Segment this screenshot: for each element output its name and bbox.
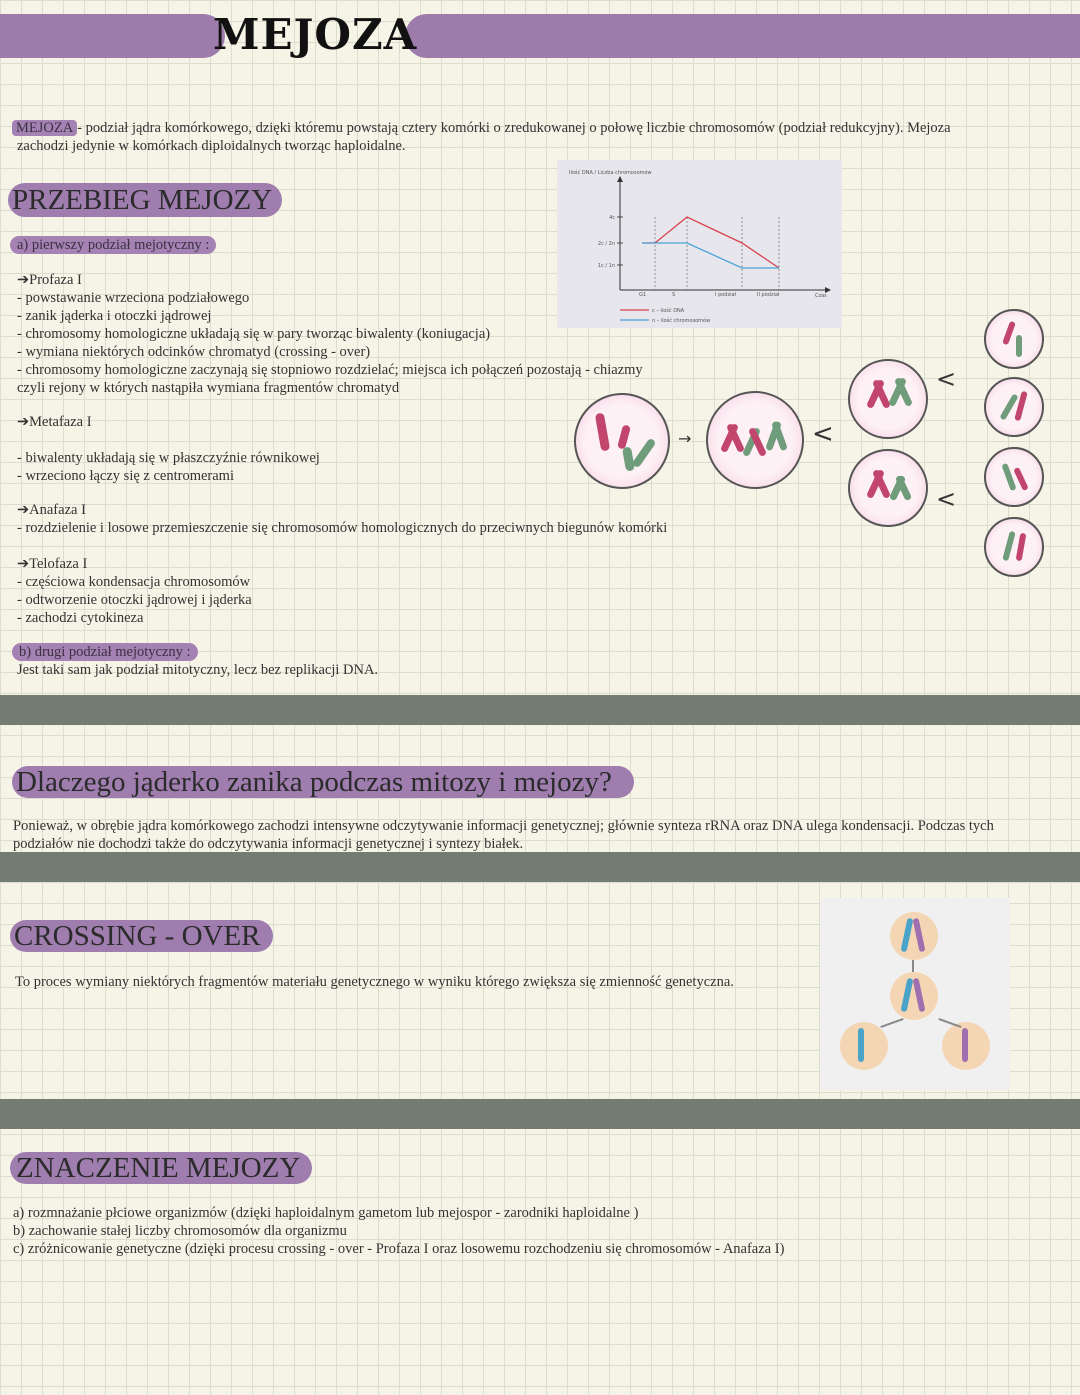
part-b-text: Jest taki sam jak podział mitotyczny, lecz bez replikacji DNA.: [17, 662, 379, 678]
split-arrow-icon: <: [812, 419, 834, 449]
chart-xlabel: Czas: [815, 293, 827, 299]
intro-line2: zachodzi jedynie w komórkach diploidalnych tworząc haploidalne.: [17, 138, 406, 154]
x-tick-label: G1: [639, 292, 647, 298]
y-tick-label: 1c / 1n: [597, 263, 615, 269]
telofaza-item: - częściowa kondensacja chromosomów: [17, 574, 251, 590]
dna-chart: [557, 160, 842, 328]
chart-ylabel: Ilość DNA / Liczba chromosomów: [569, 170, 652, 176]
profaza-item: czyli rejony w których nastąpiła wymiana fragmentów chromatyd: [17, 380, 400, 396]
arrow-icon: [912, 960, 914, 972]
profaza-item: - powstawanie wrzeciona podziałowego: [17, 290, 250, 306]
profaza-item: - chromosomy homologiczne układają się w pary tworząc biwalenty (koniugacja): [17, 326, 491, 342]
profaza-item: - zanik jąderka i otoczki jądrowej: [17, 308, 212, 324]
znaczenie-item: a) rozmnażanie płciowe organizmów (dzięki haploidalnym gametom lub mejospor - zarodniki haploidalne ): [13, 1205, 639, 1221]
legend-label: n – ilość chromosomów: [652, 318, 711, 324]
intro: [12, 119, 1052, 155]
metafaza-item: - biwalenty układają się w płaszczyźnie równikowej: [17, 450, 320, 466]
jaderko-text: [13, 817, 994, 853]
page-title: MEJOZA: [213, 10, 418, 59]
jaderko-line2: podziałów nie dochodzi także do odczytywania informacji genetycznej i syntezy białek.: [13, 836, 524, 852]
x-tick-label: I podział: [715, 292, 736, 298]
cell-daughter-2: [848, 449, 928, 527]
telofaza-item: - zachodzi cytokineza: [17, 610, 144, 626]
crossing-cell-left: [840, 1022, 888, 1070]
cell-daughter-1: [848, 359, 928, 439]
znaczenie-heading: ZNACZENIE MEJOZY: [10, 1152, 312, 1184]
title-bar-right: [405, 14, 1080, 58]
intro-line1: - podział jądra komórkowego, dzięki któremu powstają cztery komórki o zredukowanej o połowę liczbie chromosomów (podział redukcyjny). Mejoza: [77, 120, 951, 136]
przebieg-heading: PRZEBIEG MEJOZY: [8, 183, 282, 217]
znaczenie-item: b) zachowanie stałej liczby chromosomów dla organizmu: [13, 1223, 347, 1239]
split-arrow-icon: <: [936, 485, 957, 513]
cell-gamete-2: [984, 377, 1044, 437]
divider-band: [0, 695, 1080, 725]
cell-gamete-3: [984, 447, 1044, 507]
anafaza-title: ➔Anafaza I: [17, 502, 86, 518]
profaza-item: - wymiana niektórych odcinków chromatyd (crossing - over): [17, 344, 371, 360]
telofaza-title: ➔Telofaza I: [17, 556, 88, 572]
metafaza-title: ➔Metafaza I: [17, 414, 92, 430]
arrow-icon: [880, 1018, 903, 1028]
part-a-label: a) pierwszy podział mejotyczny :: [10, 236, 216, 254]
y-tick-label: 2c / 2n: [597, 241, 615, 247]
crossing-diagram: [820, 898, 1010, 1090]
title-bar-left: [0, 14, 225, 58]
crossing-heading: CROSSING - OVER: [10, 920, 273, 952]
part-b-label: b) drugi podział mejotyczny :: [12, 643, 198, 661]
cell-prophase: [706, 391, 804, 489]
telofaza-block: [17, 555, 252, 627]
metafaza-item: - wrzeciono łączy się z centromerami: [17, 468, 234, 484]
divider-band: [0, 852, 1080, 882]
x-tick-label: II podział: [757, 292, 780, 298]
divider-band: [0, 1099, 1080, 1129]
jaderko-heading: Dlaczego jąderko zanika podczas mitozy i mejozy?: [12, 766, 634, 798]
metafaza-block: [17, 413, 320, 485]
profaza-block: [17, 271, 643, 397]
cell-gamete-1: [984, 309, 1044, 369]
legend-label: c – ilość DNA: [652, 308, 685, 314]
znaczenie-list: [13, 1204, 784, 1258]
anafaza-item: - rozdzielenie i losowe przemieszczenie się chromosomów homologicznych do przeciwnych biegunów komórki: [17, 520, 668, 536]
znaczenie-item: c) zróżnicowanie genetyczne (dzięki procesu crossing - over - Profaza I oraz losowemu rozchodzeniu się chromosomów - Anafaza I): [13, 1241, 785, 1257]
meiosis-diagram: [570, 305, 1050, 585]
profaza-title: ➔Profaza I: [17, 272, 82, 288]
cell-gamete-4: [984, 517, 1044, 577]
jaderko-line1: Ponieważ, w obrębie jądra komórkowego zachodzi intensywne odczytywanie informacji genetycznej; głównie synteza rRNA oraz DNA ulega kondensacji. Podczas tych: [13, 818, 994, 834]
crossing-text: To proces wymiany niektórych fragmentów materiału genetycznego w wyniku którego zwiększa się zmienność genetyczna.: [15, 974, 734, 990]
x-tick-label: S: [672, 292, 676, 298]
dna-chart-svg: [557, 160, 842, 328]
arrow-icon: →: [678, 429, 692, 448]
intro-term: MEJOZA: [12, 120, 77, 136]
series-line: [642, 243, 779, 268]
telofaza-item: - odtworzenie otoczki jądrowej i jąderka: [17, 592, 252, 608]
profaza-item: - chromosomy homologiczne zaczynają się stopniowo rozdzielać; miejsca ich połączeń pozostają - chiazmy: [17, 362, 643, 378]
split-arrow-icon: <: [936, 365, 957, 393]
y-tick-label: 4c: [609, 215, 615, 221]
cell-initial: [574, 393, 670, 489]
